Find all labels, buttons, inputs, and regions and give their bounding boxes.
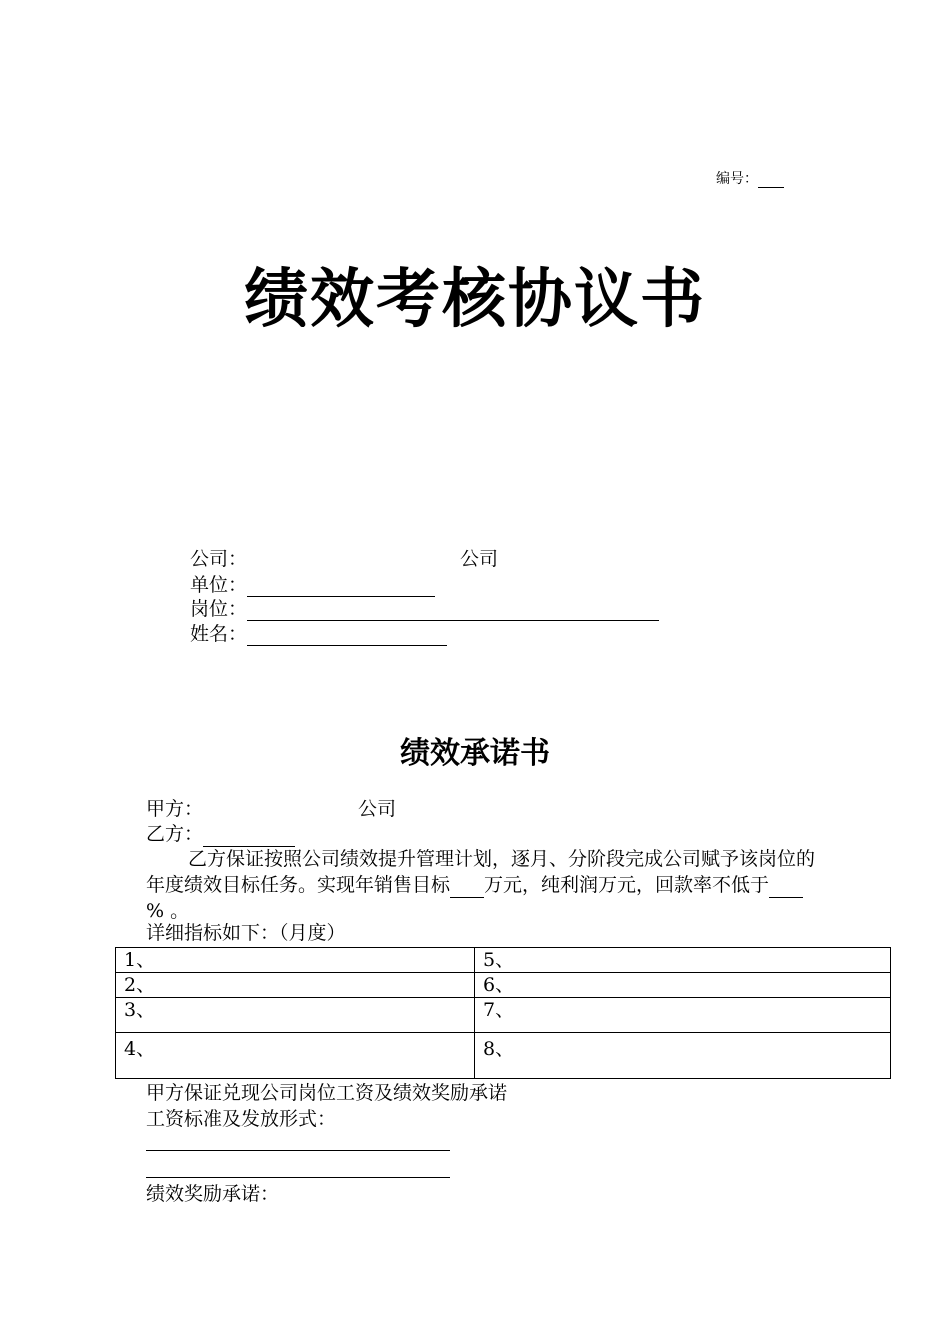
metric-cell[interactable]: 2、 <box>116 973 475 998</box>
table-row <box>116 1033 891 1079</box>
party-a-label: 甲方： <box>146 798 204 820</box>
party-b-field[interactable] <box>203 826 295 847</box>
pledge-paragraph <box>146 846 816 924</box>
metric-cell[interactable]: 7、 <box>475 998 891 1033</box>
position-field[interactable] <box>247 600 659 621</box>
commitment-heading: 甲方保证兑现公司岗位工资及绩效奖励承诺 <box>146 1082 508 1104</box>
bonus-commitment-label: 绩效奖励承诺： <box>146 1183 280 1205</box>
table-row <box>116 973 891 998</box>
pledge-title: 绩效承诺书 <box>400 736 550 771</box>
company-suffix: 公司 <box>460 548 499 570</box>
metric-cell[interactable]: 5、 <box>475 948 891 973</box>
party-b-row <box>146 821 295 847</box>
unit-row <box>190 573 435 597</box>
metrics-table <box>115 947 891 1079</box>
details-label: 详细指标如下：（月度） <box>146 922 346 944</box>
table-row <box>116 948 891 973</box>
document-title: 绩效考核协议书 <box>244 263 706 337</box>
name-row <box>190 622 447 646</box>
party-b-label: 乙方： <box>146 823 204 845</box>
position-row <box>190 597 659 621</box>
sales-target-field[interactable] <box>450 877 484 898</box>
salary-standard-field-2[interactable] <box>146 1177 450 1178</box>
serial-number <box>716 168 784 188</box>
serial-label: 编号： <box>716 171 758 187</box>
company-row <box>190 547 498 571</box>
name-field[interactable] <box>247 625 447 646</box>
salary-standard-label: 工资标准及发放形式： <box>146 1108 337 1130</box>
position-label: 岗位： <box>190 598 248 620</box>
metric-cell[interactable]: 3、 <box>116 998 475 1033</box>
unit-label: 单位： <box>190 574 248 596</box>
company-label: 公司： <box>190 548 248 570</box>
serial-blank[interactable] <box>758 173 784 188</box>
party-a-suffix: 公司 <box>358 798 397 820</box>
pledge-text-1: 乙方保证按照公司绩效提升管理计划，逐月、分阶段完成公司赋予该岗位的年度绩效目标任务。实现年销售目标 <box>146 848 816 896</box>
unit-field[interactable] <box>247 576 435 597</box>
name-label: 姓名： <box>190 623 248 645</box>
collection-rate-field[interactable] <box>769 877 803 898</box>
party-a-row <box>146 796 396 822</box>
table-row <box>116 998 891 1033</box>
metric-cell[interactable]: 6、 <box>475 973 891 998</box>
metric-cell[interactable]: 4、 <box>116 1033 475 1079</box>
pledge-text-2: 万元，纯利润万元，回款率不低于 <box>484 874 770 896</box>
metric-cell[interactable]: 1、 <box>116 948 475 973</box>
pledge-text-3: % 。 <box>146 900 190 922</box>
salary-standard-field-1[interactable] <box>146 1150 450 1151</box>
metric-cell[interactable]: 8、 <box>475 1033 891 1079</box>
